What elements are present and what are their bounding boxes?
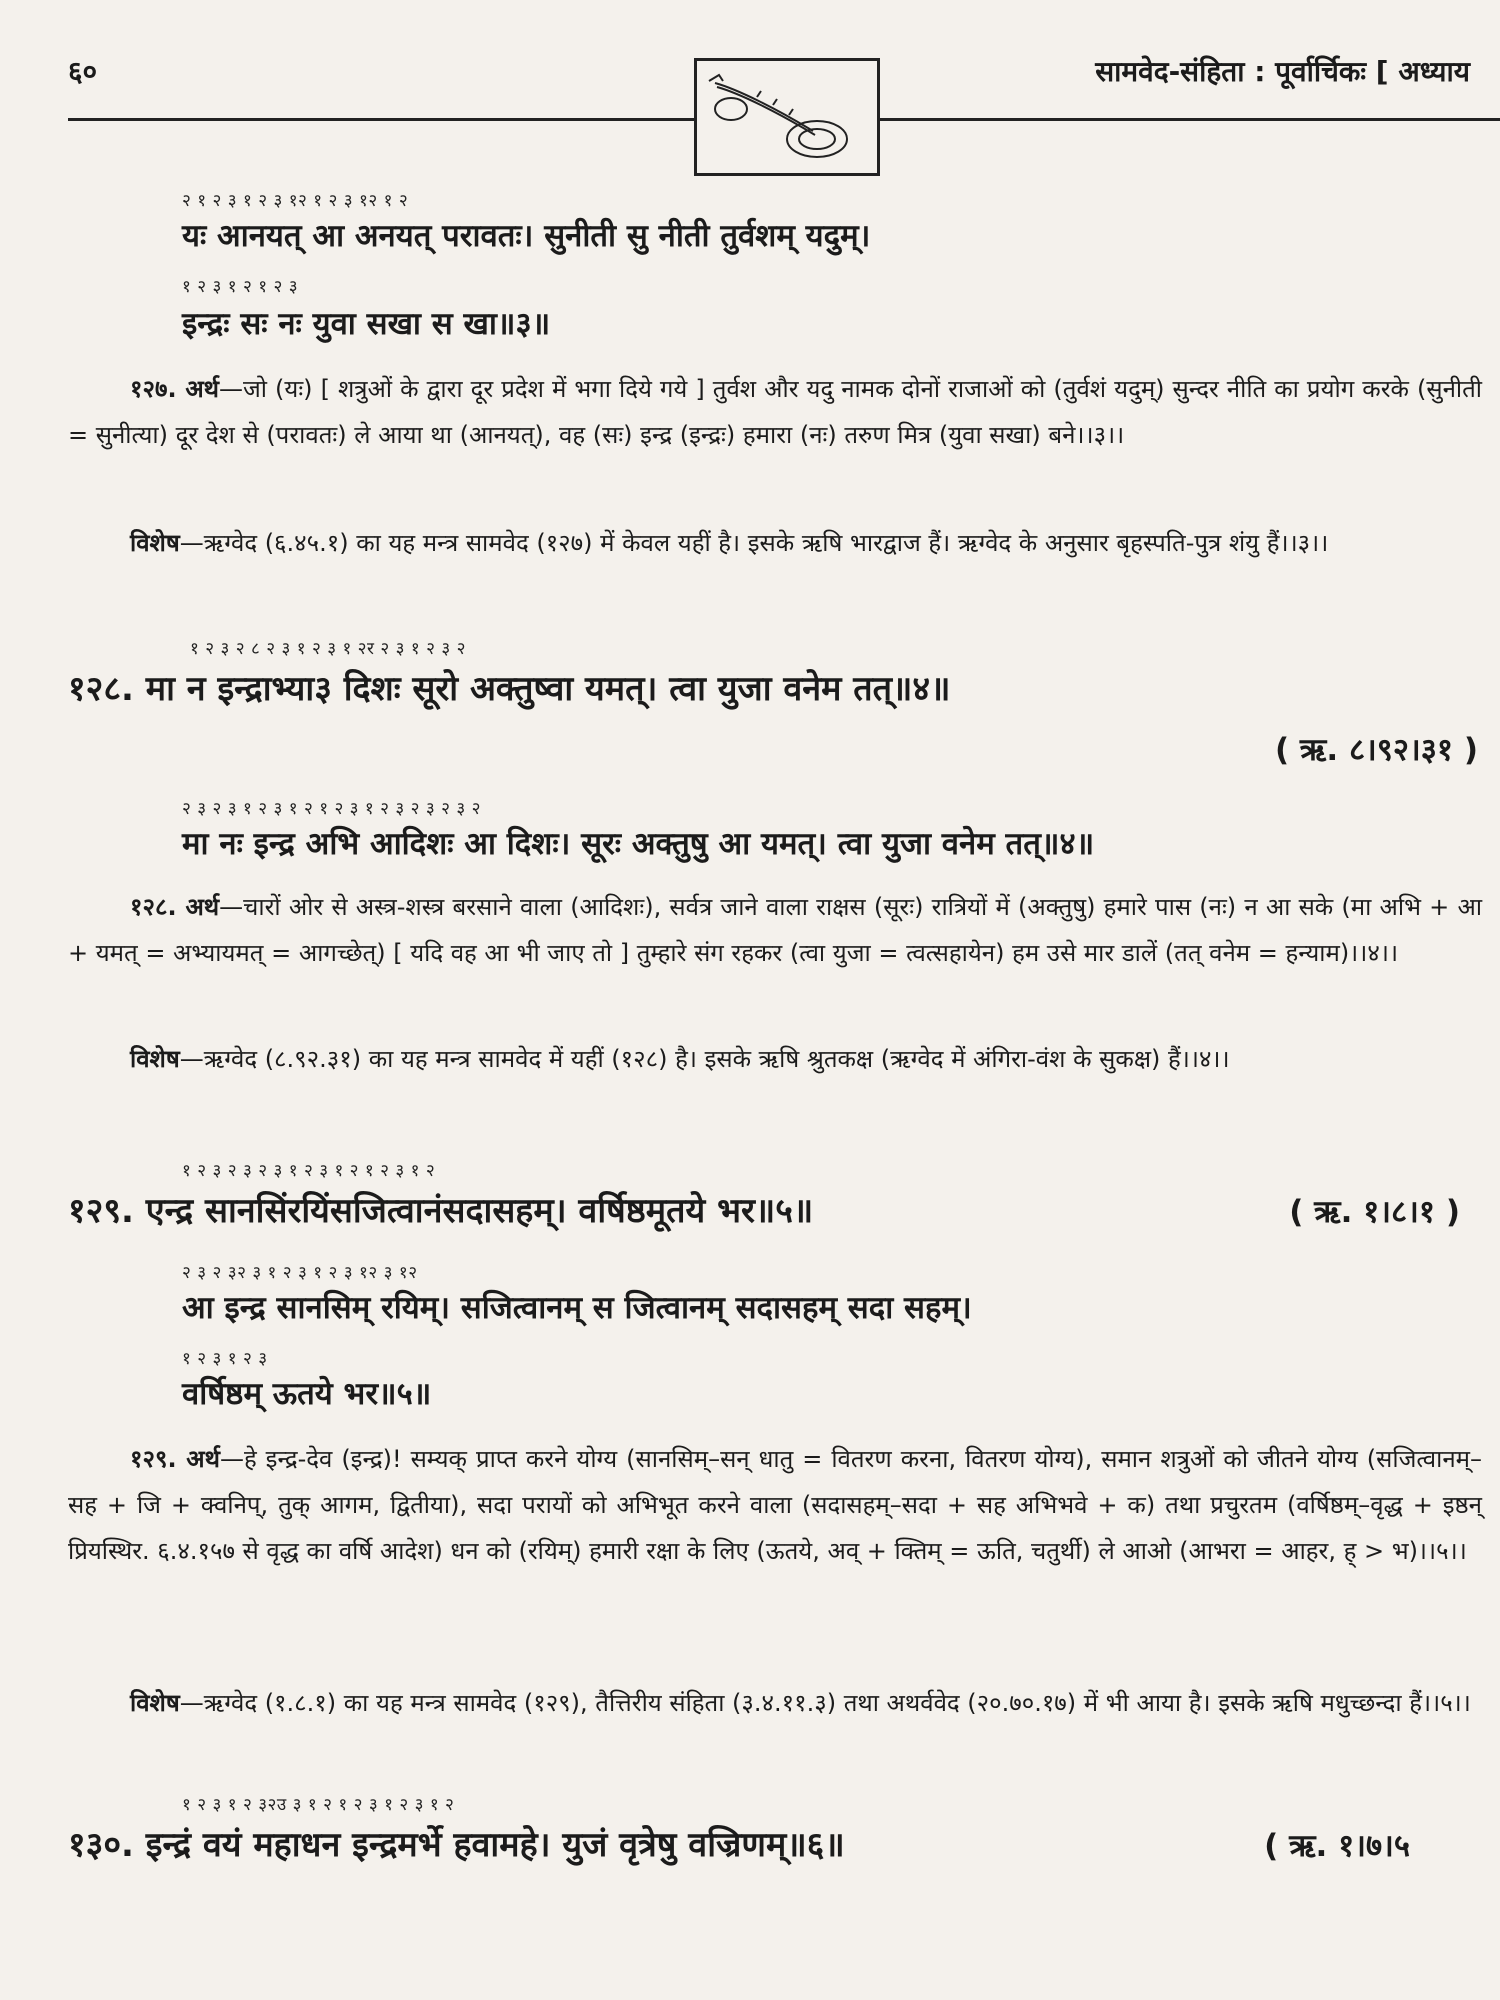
- vishesh-paragraph: [68, 520, 1482, 566]
- accent-marks: १ २ ३ १ २ १ २ ३: [182, 277, 299, 297]
- artha-label: १२९. अर्थ: [130, 1445, 220, 1473]
- accent-marks: २ ३ २ ३२ ३ १ २ ३ १ २ ३ १२ ३ १२: [182, 1263, 418, 1283]
- vishesh-text: —ऋग्वेद (६.४५.१) का यह मन्त्र सामवेद (१२७) में केवल यहीं है। इसके ऋषि भारद्वाज हैं। ऋग्वेद के अनुसार बृहस्पति-पुत्र शंयु हैं।।३।।: [179, 529, 1329, 557]
- artha-text: —हे इन्द्र-देव (इन्द्र)! सम्यक् प्राप्त करने योग्य (सानसिम्–सन् धातु = वितरण करना, वितरण योग्य), समान शत्रुओं को जीतने योग्य (सजित्वानम्–सह + जि + क्वनिप्, तुक् आगम, द्वितीया), सदा परायों को अभिभूत करने वाला (सदासहम्–सदा + सह अभिभवे + क) तथा प्रचुरतम (वर्षिष्ठम्–वृद्ध + इष्ठन् प्रियस्थिर. ६.४.१५७ से वृद्ध का वर्षि आदेश) धन को (रयिम्) हमारी रक्षा के लिए (ऊतये, अव् + क्तिम् = ऊति, चतुर्थी) ले आओ (आभरा = आहर, ह् > भ)।।५।।: [68, 1445, 1482, 1565]
- artha-label: १२८. अर्थ: [130, 893, 220, 921]
- vishesh-text: —ऋग्वेद (८.९२.३१) का यह मन्त्र सामवेद में यहीं (१२८) है। इसके ऋषि श्रुतकक्ष (ऋग्वेद में अंगिरा-वंश के सुकक्ष) हैं।।४।।: [179, 1045, 1230, 1073]
- veena-icon: [697, 61, 871, 167]
- artha-paragraph: [68, 884, 1482, 976]
- page-number: ६०: [68, 55, 98, 88]
- vishesh-label: विशेष: [130, 1045, 180, 1073]
- accent-marks: २ १ २ ३ १ २ ३ १२ १ २ ३ १२ १ २: [182, 191, 409, 211]
- vishesh-paragraph: [68, 1036, 1482, 1082]
- vishesh-paragraph: [68, 1680, 1482, 1726]
- accent-marks: २ ३ २ ३ १ २ ३ १ २ १ २ ३ १ २ ३ २ ३ २ ३ २: [182, 799, 481, 819]
- artha-text: —जो (यः) [ शत्रुओं के द्वारा दूर प्रदेश में भगा दिये गये ] तुर्वश और यदु नामक दोनों राजाओं को (तुर्वशं यदुम्) सुन्दर नीति का प्रयोग करके (सुनीती = सुनीत्या) दूर देश से (परावतः) ले आया था (आनयत्), वह (सः) इन्द्र (इन्द्रः) हमारा (नः) तरुण मित्र (युवा सखा) बने।।३।।: [68, 375, 1482, 449]
- mantra-heading: १२८. मा न इन्द्राभ्या३ दिशः सूरो अक्तुष्वा यमत्। त्वा युजा वनेम तत्॥४॥: [68, 669, 951, 709]
- mantra-heading: १२९. एन्द्र सानसिंरयिंसजित्वानंसदासहम्। वर्षिष्ठमूतये भर॥५॥: [68, 1191, 814, 1231]
- accent-marks: १ २ ३ १ २ ३२उ ३ १ २ १ २ ३ १ २ ३ १ २: [182, 1795, 455, 1815]
- rigveda-reference: ( ऋ. १।८।१ ): [1289, 1194, 1460, 1230]
- pada-line: मा नः इन्द्र अभि आदिशः आ दिशः। सूरः अक्तुषु आ यमत्। त्वा युजा वनेम तत्॥४॥: [182, 826, 1095, 862]
- running-title: सामवेद-संहिता : पूर्वार्चिकः [ अध्याय: [1095, 55, 1470, 88]
- rigveda-reference: ( ऋ. ८।९२।३१ ): [1274, 732, 1478, 768]
- header-emblem: [694, 58, 880, 176]
- accent-marks: १ २ ३ २ ८ २ ३ १ २ ३ १ २र २ ३ १ २ ३ २: [190, 639, 466, 659]
- mantra-line: यः आनयत् आ अनयत् परावतः। सुनीती सु नीती तुर्वशम् यदुम्।: [182, 218, 871, 254]
- accent-marks: १ २ ३ २ ३ २ ३ १ २ ३ १ २ १ २ ३ १ २: [182, 1161, 436, 1181]
- artha-text: —चारों ओर से अस्त्र-शस्त्र बरसाने वाला (आदिशः), सर्वत्र जाने वाला राक्षस (सूरः) रात्रियों में (अक्तुषु) हमारे पास (नः) न आ सके (मा अभि + आ + यमत् = अभ्यायमत् = आगच्छेत्) [ यदि वह आ भी जाए तो ] तुम्हारे संग रहकर (त्वा युजा = त्वत्सहायेन) हम उसे मार डालें (तत् वनेम = हन्याम)।।४।।: [68, 893, 1482, 967]
- artha-label: १२७. अर्थ: [130, 375, 219, 403]
- artha-paragraph: [68, 1436, 1482, 1574]
- rigveda-reference: ( ऋ. १।७।५: [1264, 1828, 1410, 1864]
- accent-marks: १ २ ३ १ २ ३: [182, 1349, 268, 1369]
- mantra-line: इन्द्रः सः नः युवा सखा स खा॥३॥: [182, 306, 551, 342]
- mantra-heading: १३०. इन्द्रं वयं महाधन इन्द्रमर्भे हवामहे। युजं वृत्रेषु वज्रिणम्॥६॥: [68, 1825, 845, 1865]
- pada-line: वर्षिष्ठम् ऊतये भर॥५॥: [182, 1376, 432, 1412]
- vishesh-label: विशेष: [130, 529, 180, 557]
- vishesh-label: विशेष: [130, 1689, 180, 1717]
- artha-paragraph: [68, 366, 1482, 458]
- pada-line: आ इन्द्र सानसिम् रयिम्। सजित्वानम् स जित्वानम् सदासहम् सदा सहम्।: [182, 1290, 972, 1326]
- vishesh-text: —ऋग्वेद (१.८.१) का यह मन्त्र सामवेद (१२९), तैत्तिरीय संहिता (३.४.११.३) तथा अथर्ववेद (२०.७०.१७) में भी आया है। इसके ऋषि मधुच्छन्दा हैं।।५।।: [179, 1689, 1471, 1717]
